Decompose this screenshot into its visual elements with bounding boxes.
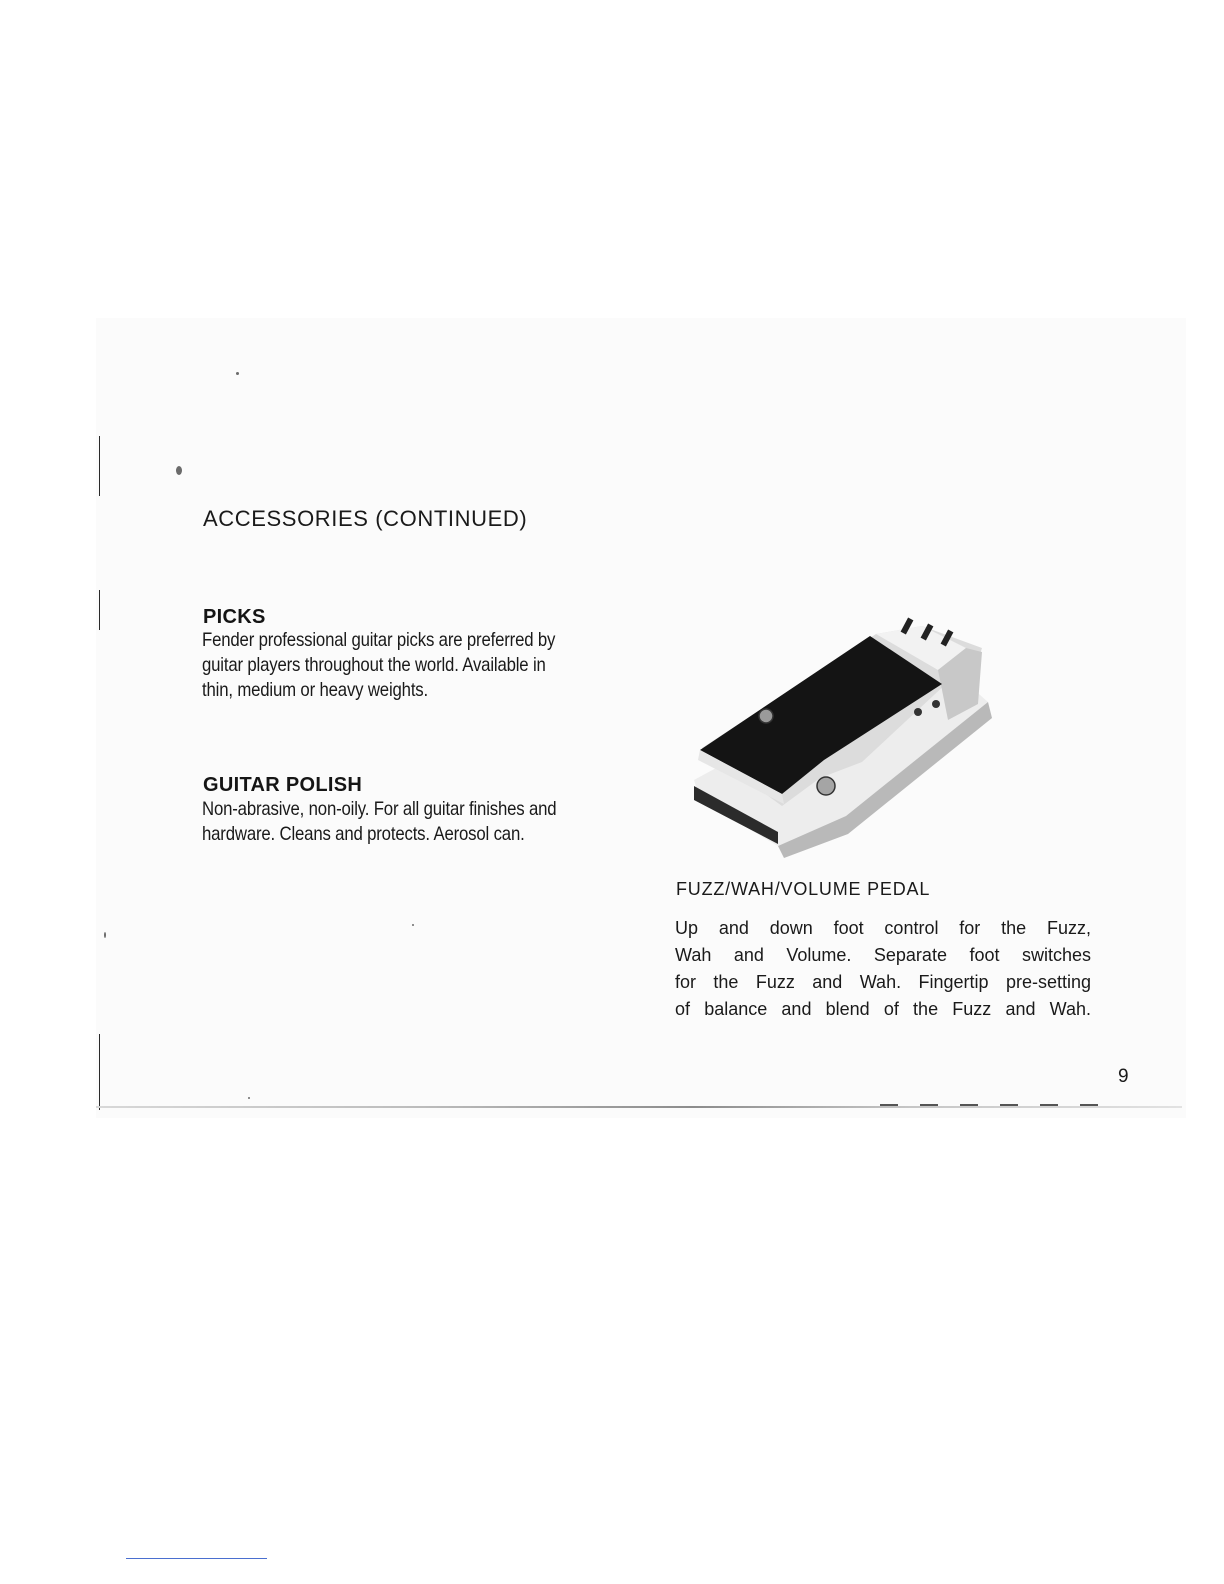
page-left-edge xyxy=(99,436,100,496)
page-left-edge xyxy=(99,590,100,630)
guitar-polish-heading: GUITAR POLISH xyxy=(203,774,363,796)
pedal-line: for the Fuzz and Wah. Fingertip pre-setting xyxy=(675,972,1091,992)
pedal-photo-icon xyxy=(686,608,992,858)
fuzz-switch-icon xyxy=(759,709,773,723)
picks-line: thin, medium or heavy weights. xyxy=(202,679,429,701)
page-bottom-edge-marks xyxy=(880,1104,1110,1106)
scan-speck xyxy=(104,932,106,938)
scan-speck xyxy=(236,372,239,375)
wah-switch-icon xyxy=(817,777,835,795)
picks-line: Fender professional guitar picks are preferred by xyxy=(202,629,556,651)
scan-speck xyxy=(412,924,414,926)
pedal-line: of balance and blend of the Fuzz and Wah. xyxy=(675,999,1091,1019)
guitar-polish-line: Non-abrasive, non-oily. For all guitar finishes and xyxy=(202,798,557,820)
section-title: ACCESSORIES (CONTINUED) xyxy=(203,506,528,531)
page-bottom-edge xyxy=(96,1106,1182,1108)
picks-heading: PICKS xyxy=(203,606,266,628)
guitar-polish-description xyxy=(202,797,580,847)
scan-speck xyxy=(248,1097,250,1099)
footer-rule xyxy=(126,1558,267,1559)
page-left-edge xyxy=(99,1034,100,1110)
guitar-polish-line: hardware. Cleans and protects. Aerosol can. xyxy=(202,823,525,845)
page-number: 9 xyxy=(1118,1066,1129,1087)
pedal-caption: FUZZ/WAH/VOLUME PEDAL xyxy=(676,879,931,899)
pedal-line: Wah and Volume. Separate foot switches xyxy=(675,945,1091,965)
scan-speck xyxy=(176,466,182,475)
picks-description xyxy=(202,628,580,703)
jack-icon xyxy=(914,708,922,716)
pedal-description xyxy=(675,915,1091,1023)
pedal-line: Up and down foot control for the Fuzz, xyxy=(675,918,1091,938)
picks-line: guitar players throughout the world. Available in xyxy=(202,654,546,676)
jack-icon xyxy=(932,700,940,708)
